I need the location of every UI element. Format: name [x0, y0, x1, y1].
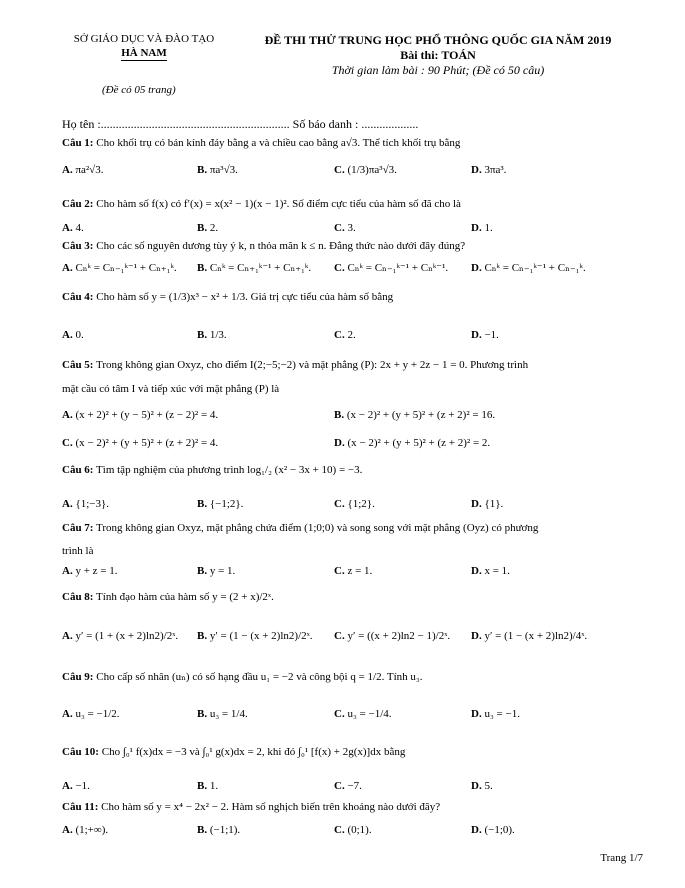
- option-letter: D.: [471, 222, 482, 234]
- option-b[interactable]: B. πa³√3.: [197, 164, 238, 176]
- option-c[interactable]: C. y′ = ((x + 2)ln2 − 1)/2ˣ.: [334, 630, 451, 642]
- question-label: Câu 5:: [62, 359, 94, 371]
- option-letter: D.: [471, 262, 482, 274]
- option-a[interactable]: A. Cₙᵏ = Cₙ₋₁ᵏ⁻¹ + Cₙ₊₁ᵏ.: [62, 262, 177, 274]
- option-b[interactable]: B. 1/3.: [197, 329, 227, 341]
- option-d[interactable]: D. {1}.: [471, 498, 504, 510]
- question-label: Câu 10:: [62, 746, 99, 758]
- option-c[interactable]: C. (1/3)πa³√3.: [334, 164, 397, 176]
- option-c[interactable]: C. (x − 2)² + (y + 5)² + (z + 2)² = 4.: [62, 437, 219, 449]
- option-d[interactable]: D. (x − 2)² + (y + 5)² + (z + 2)² = 2.: [334, 437, 491, 449]
- question-text: Cho cấp số nhân (uₙ) có số hạng đầu u₁ = −2 và công bội q = 1/2. Tính u₃.: [96, 671, 423, 683]
- option-letter: B.: [197, 222, 208, 234]
- header-left: [64, 33, 224, 61]
- question-text: Cho hàm số y = x⁴ − 2x² − 2. Hàm số nghịch biến trên khoảng nào dưới đây?: [101, 801, 441, 813]
- question-text: Trong không gian Oxyz, mặt phẳng chứa điểm (1;0;0) và song song với mặt phẳng (Oyz) có phương: [96, 522, 539, 534]
- exam-title: ĐỀ THI THỬ TRUNG HỌC PHỔ THÔNG QUỐC GIA NĂM 2019: [264, 33, 612, 47]
- option-letter: C.: [334, 164, 345, 176]
- option-letter: A.: [62, 708, 73, 720]
- option-c[interactable]: C. −7.: [334, 780, 362, 792]
- option-b[interactable]: B. Cₙᵏ = Cₙ₊₁ᵏ⁻¹ + Cₙ₊₁ᵏ.: [197, 262, 312, 274]
- option-letter: D.: [471, 780, 482, 792]
- option-letter: C.: [62, 437, 73, 449]
- option-c[interactable]: C. z = 1.: [334, 565, 373, 577]
- option-letter: C.: [334, 565, 345, 577]
- option-d[interactable]: D. x = 1.: [471, 565, 510, 577]
- option-letter: D.: [471, 498, 482, 510]
- option-letter: A.: [62, 498, 73, 510]
- option-a[interactable]: A. 0.: [62, 329, 84, 341]
- question-5: [62, 359, 528, 371]
- option-a[interactable]: A. 4.: [62, 222, 84, 234]
- student-info-line: Họ tên :............................................................... Số báo danh : ...................: [62, 117, 419, 131]
- option-d[interactable]: D. u₃ = −1.: [471, 708, 520, 720]
- option-b[interactable]: B. y = 1.: [197, 565, 236, 577]
- option-letter: D.: [471, 630, 482, 642]
- province-name: HÀ NAM: [121, 47, 167, 59]
- exam-time-note: Thời gian làm bài : 90 Phút; (Đề có 50 câu): [331, 63, 545, 77]
- question-text: Cho hàm số y = (1/3)x³ − x² + 1/3. Giá trị cực tiểu của hàm số bằng: [96, 291, 394, 303]
- option-letter: A.: [62, 565, 73, 577]
- question-4: [62, 291, 393, 303]
- option-a[interactable]: A. (x + 2)² + (y − 5)² + (z − 2)² = 4.: [62, 409, 219, 421]
- question-7: [62, 522, 538, 534]
- option-c[interactable]: C. Cₙᵏ = Cₙ₋₁ᵏ⁻¹ + Cₙᵏ⁻¹.: [334, 262, 449, 274]
- option-letter: B.: [197, 164, 208, 176]
- option-d[interactable]: D. −1.: [471, 329, 499, 341]
- option-letter: B.: [197, 630, 208, 642]
- option-letter: A.: [62, 409, 73, 421]
- question-text: Cho ∫₀¹ f(x)dx = −3 và ∫₀¹ g(x)dx = 2, khi đó ∫₀¹ [f(x) + 2g(x)]dx bằng: [101, 746, 406, 758]
- department-name: SỞ GIÁO DỤC VÀ ĐÀO TẠO: [73, 33, 215, 45]
- question-text: Tính đạo hàm của hàm số y = (2 + x)/2ˣ.: [96, 591, 274, 603]
- question-text: Cho khối trụ có bán kính đáy bằng a và chiều cao bằng a√3. Thể tích khối trụ bằng: [96, 137, 461, 149]
- option-c[interactable]: C. 2.: [334, 329, 356, 341]
- option-letter: C.: [334, 630, 345, 642]
- option-letter: D.: [334, 437, 345, 449]
- option-letter: B.: [197, 824, 208, 836]
- option-letter: B.: [197, 498, 208, 510]
- option-a[interactable]: A. πa²√3.: [62, 164, 104, 176]
- question-9: [62, 670, 423, 683]
- option-c[interactable]: C. u₃ = −1/4.: [334, 708, 392, 720]
- question-label: Câu 1:: [62, 137, 94, 149]
- question-label: Câu 9:: [62, 671, 94, 683]
- option-b[interactable]: B. 2.: [197, 222, 219, 234]
- question-7-text-continued: trình là: [62, 545, 94, 557]
- option-d[interactable]: D. 3πa³.: [471, 164, 507, 176]
- question-8: [62, 591, 274, 603]
- option-b[interactable]: B. {−1;2}.: [197, 498, 244, 510]
- option-c[interactable]: C. {1;2}.: [334, 498, 375, 510]
- question-1: [62, 137, 460, 149]
- option-letter: A.: [62, 222, 73, 234]
- exam-subject: Bài thi: TOÁN: [400, 48, 476, 62]
- option-b[interactable]: B. y′ = (1 − (x + 2)ln2)/2ˣ.: [197, 630, 313, 642]
- option-letter: D.: [471, 565, 482, 577]
- question-11: [62, 801, 440, 813]
- option-letter: A.: [62, 630, 73, 642]
- question-text: Tìm tập nghiệm của phương trình log₁/₂ (x² − 3x + 10) = −3.: [96, 464, 363, 476]
- option-letter: C.: [334, 780, 345, 792]
- option-letter: D.: [471, 329, 482, 341]
- option-letter: B.: [197, 329, 208, 341]
- option-letter: D.: [471, 824, 482, 836]
- option-letter: A.: [62, 262, 73, 274]
- question-label: Câu 3:: [62, 240, 94, 252]
- option-d[interactable]: D. 5.: [471, 780, 493, 792]
- question-10: [62, 746, 405, 758]
- option-letter: C.: [334, 262, 345, 274]
- option-a[interactable]: A. {1;−3}.: [62, 498, 110, 510]
- option-a[interactable]: A. y′ = (1 + (x + 2)ln2)/2ˣ.: [62, 630, 179, 642]
- option-letter: B.: [197, 565, 208, 577]
- question-label: Câu 2:: [62, 198, 94, 210]
- option-letter: A.: [62, 329, 73, 341]
- option-letter: A.: [62, 164, 73, 176]
- option-letter: C.: [334, 498, 345, 510]
- pages-note: (Đề có 05 trang): [102, 84, 176, 96]
- question-text: Cho các số nguyên dương tùy ý k, n thỏa mãn k ≤ n. Đẳng thức nào dưới đây đúng?: [96, 240, 466, 252]
- option-letter: C.: [334, 329, 345, 341]
- question-label: Câu 6:: [62, 464, 94, 476]
- option-letter: A.: [62, 780, 73, 792]
- question-text: Cho hàm số f(x) có f′(x) = x(x² − 1)(x − 1)². Số điểm cực tiểu của hàm số đã cho là: [96, 198, 461, 210]
- question-5-text-continued: mặt cầu có tâm I và tiếp xúc với mặt phẳng (P) là: [62, 383, 280, 395]
- header-right: [243, 33, 633, 78]
- option-c[interactable]: C. 3.: [334, 222, 356, 234]
- question-label: Câu 8:: [62, 591, 94, 603]
- option-letter: C.: [334, 708, 345, 720]
- option-d[interactable]: D. 1.: [471, 222, 493, 234]
- option-d[interactable]: D. Cₙᵏ = Cₙ₋₁ᵏ⁻¹ + Cₙ₋₁ᵏ.: [471, 262, 586, 274]
- option-b[interactable]: B. (x − 2)² + (y + 5)² + (z + 2)² = 16.: [334, 409, 496, 421]
- option-letter: B.: [197, 708, 208, 720]
- option-letter: C.: [334, 222, 345, 234]
- question-text: Trong không gian Oxyz, cho điểm I(2;−5;−2) và mặt phẳng (P): 2x + y + 2z − 1 = 0. Phương trình: [96, 359, 529, 371]
- option-letter: A.: [62, 824, 73, 836]
- option-letter: D.: [471, 708, 482, 720]
- option-a[interactable]: A. y + z = 1.: [62, 565, 118, 577]
- option-letter: D.: [471, 164, 482, 176]
- option-letter: C.: [334, 824, 345, 836]
- option-letter: B.: [334, 409, 345, 421]
- question-label: Câu 11:: [62, 801, 99, 813]
- question-label: Câu 7:: [62, 522, 94, 534]
- option-d[interactable]: D. y′ = (1 − (x + 2)ln2)/4ˣ.: [471, 630, 588, 642]
- option-d[interactable]: D. (−1;0).: [471, 824, 515, 836]
- question-2: [62, 198, 461, 210]
- option-a[interactable]: A. −1.: [62, 780, 90, 792]
- option-letter: B.: [197, 780, 208, 792]
- question-3: [62, 240, 465, 252]
- option-b[interactable]: B. u₃ = 1/4.: [197, 708, 248, 720]
- option-a[interactable]: A. u₃ = −1/2.: [62, 708, 120, 720]
- question-6: [62, 464, 362, 476]
- page-number: Trang 1/7: [600, 852, 643, 864]
- option-a[interactable]: A. (1;+∞).: [62, 824, 109, 836]
- option-c[interactable]: C. (0;1).: [334, 824, 372, 836]
- question-label: Câu 4:: [62, 291, 94, 303]
- option-b[interactable]: B. 1.: [197, 780, 219, 792]
- option-b[interactable]: B. (−1;1).: [197, 824, 241, 836]
- option-letter: B.: [197, 262, 208, 274]
